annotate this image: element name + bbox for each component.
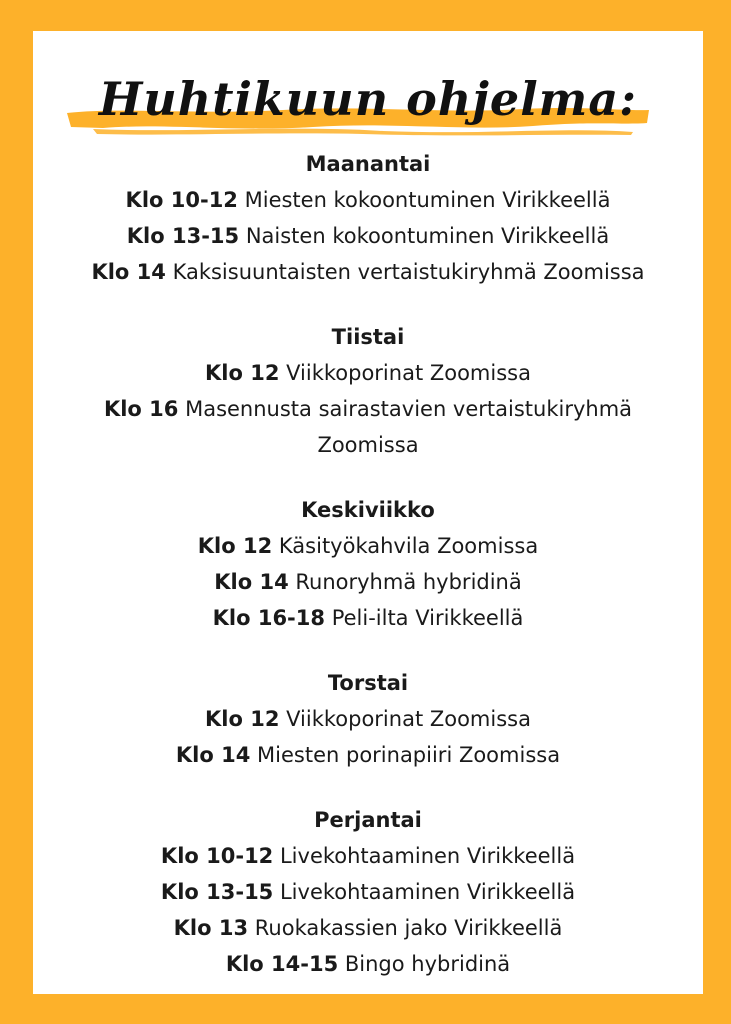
event-line bbox=[33, 355, 703, 391]
page-title: Huhtikuun ohjelma: bbox=[98, 72, 638, 126]
event-line bbox=[33, 564, 703, 600]
event-text: Käsityökahvila Zoomissa bbox=[278, 534, 539, 558]
day-heading: Perjantai bbox=[314, 808, 422, 832]
event-text: Peli-ilta Virikkeellä bbox=[331, 606, 524, 630]
day-block-friday bbox=[33, 802, 703, 982]
program-card bbox=[33, 31, 703, 994]
event-text: Viikkoporinat Zoomissa bbox=[286, 707, 531, 731]
event-text: Bingo hybridinä bbox=[344, 952, 511, 976]
schedule bbox=[33, 146, 703, 982]
event-text: Ruokakassien jako Virikkeellä bbox=[254, 916, 563, 940]
event-line bbox=[33, 874, 703, 910]
event-line bbox=[33, 600, 703, 636]
day-heading: Torstai bbox=[327, 671, 409, 695]
event-time: Klo 12 bbox=[197, 534, 273, 558]
event-time: Klo 16-18 bbox=[212, 606, 325, 630]
event-text: Miesten kokoontuminen Virikkeellä bbox=[244, 188, 611, 212]
event-time: Klo 13-15 bbox=[126, 224, 240, 248]
event-text: Miesten porinapiiri Zoomissa bbox=[257, 743, 561, 767]
day-block-tuesday bbox=[33, 319, 703, 463]
event-time: Klo 12 bbox=[205, 707, 280, 731]
day-block-monday bbox=[33, 146, 703, 290]
event-line bbox=[33, 946, 703, 982]
event-text: Runoryhmä hybridinä bbox=[295, 570, 522, 594]
day-heading: Tiistai bbox=[331, 325, 405, 349]
event-line bbox=[33, 528, 703, 564]
event-text: Viikkoporinat Zoomissa bbox=[286, 361, 531, 385]
event-line bbox=[33, 182, 703, 218]
event-line bbox=[33, 254, 703, 290]
event-line bbox=[33, 737, 703, 773]
day-block-wednesday bbox=[33, 492, 703, 636]
event-time: Klo 13-15 bbox=[160, 880, 274, 904]
event-time: Klo 13 bbox=[173, 916, 249, 940]
event-line bbox=[33, 910, 703, 946]
event-time: Klo 12 bbox=[205, 361, 280, 385]
event-text: Livekohtaaminen Virikkeellä bbox=[279, 880, 576, 904]
event-text: Naisten kokoontuminen Virikkeellä bbox=[245, 224, 610, 248]
event-time: Klo 10-12 bbox=[125, 188, 238, 212]
event-line bbox=[33, 391, 703, 463]
event-time: Klo 16 bbox=[103, 397, 179, 421]
event-time: Klo 14 bbox=[214, 570, 289, 594]
event-time: Klo 10-12 bbox=[160, 844, 274, 868]
event-text: Masennusta sairastavien vertaistukiryhmä Zoomissa bbox=[185, 397, 633, 457]
day-heading: Keskiviikko bbox=[301, 498, 435, 522]
event-line bbox=[33, 838, 703, 874]
day-block-thursday bbox=[33, 665, 703, 773]
event-text: Livekohtaaminen Virikkeellä bbox=[279, 844, 576, 868]
event-time: Klo 14 bbox=[91, 260, 166, 284]
event-time: Klo 14-15 bbox=[225, 952, 339, 976]
day-heading: Maanantai bbox=[305, 152, 431, 176]
event-line bbox=[33, 701, 703, 737]
event-text: Kaksisuuntaisten vertaistukiryhmä Zoomissa bbox=[172, 260, 645, 284]
event-line bbox=[33, 218, 703, 254]
event-time: Klo 14 bbox=[175, 743, 251, 767]
